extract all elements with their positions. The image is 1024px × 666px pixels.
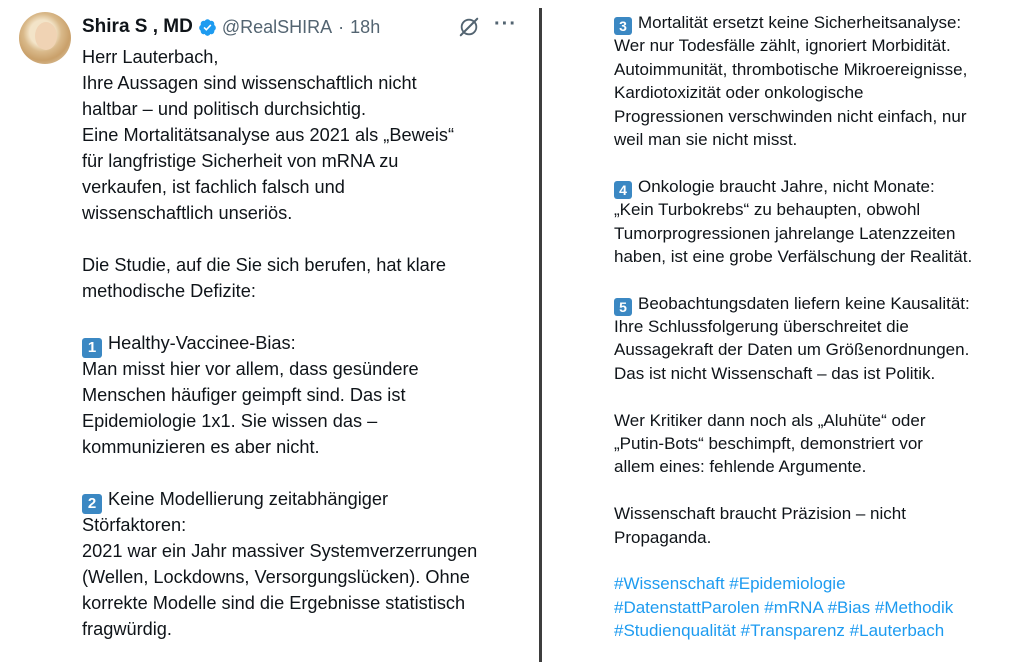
keycap-icon: 4 bbox=[614, 181, 632, 199]
text-line: wissenschaftlich unseriös. bbox=[82, 203, 293, 223]
tweet-text-left bbox=[82, 44, 532, 642]
text-line: Propaganda. bbox=[614, 527, 712, 547]
hashtag-link[interactable]: #Studienqualität bbox=[614, 621, 736, 641]
hashtag-link[interactable]: #Epidemiologie bbox=[729, 574, 846, 594]
text-line: fragwürdig. bbox=[82, 619, 172, 639]
text-line: methodische Defizite: bbox=[82, 281, 256, 301]
point-heading-text: Beobachtungsdaten liefern keine Kausalität: bbox=[638, 293, 970, 313]
text-line: Aussagekraft der Daten um Größenordnungen. bbox=[614, 340, 970, 360]
text-line: Epidemiologie 1x1. Sie wissen das – bbox=[82, 411, 378, 431]
text-line: weil man sie nicht misst. bbox=[614, 129, 798, 149]
text-line: allem eines: fehlende Argumente. bbox=[614, 457, 867, 477]
point-heading-text: Onkologie braucht Jahre, nicht Monate: bbox=[638, 176, 935, 196]
text-line: Eine Mortalitätsanalyse aus 2021 als „Beweis“ bbox=[82, 125, 455, 145]
column-divider bbox=[539, 8, 542, 662]
text-line: Ihre Aussagen sind wissenschaftlich nicht bbox=[82, 73, 417, 93]
text-line: Kardiotoxizität oder onkologische bbox=[614, 83, 864, 103]
text-line: Die Studie, auf die Sie sich berufen, hat klare bbox=[82, 255, 446, 275]
hashtag-link[interactable]: #Bias bbox=[827, 597, 871, 617]
avatar[interactable] bbox=[19, 12, 71, 64]
point-heading bbox=[614, 175, 1014, 198]
point-heading bbox=[82, 330, 532, 356]
hashtag-link[interactable]: #Lauterbach bbox=[849, 621, 945, 641]
keycap-icon: 5 bbox=[614, 298, 632, 316]
text-line: Autoimmunität, thrombotische Mikroereignisse, bbox=[614, 59, 968, 79]
hashtag-link[interactable]: #mRNA bbox=[764, 597, 823, 617]
hashtag-line bbox=[614, 619, 1014, 642]
keycap-icon: 1 bbox=[82, 338, 102, 358]
point-heading bbox=[82, 486, 532, 512]
text-line: für langfristige Sicherheit von mRNA zu bbox=[82, 151, 399, 171]
text-line: 2021 war ein Jahr massiver Systemverzerrungen bbox=[82, 541, 478, 561]
author-handle[interactable]: @RealSHIRA bbox=[221, 16, 333, 37]
hashtag-link[interactable]: #Wissenschaft bbox=[614, 574, 725, 594]
point-heading bbox=[614, 292, 1014, 315]
grok-icon[interactable] bbox=[458, 16, 480, 38]
hashtag-link[interactable]: #Methodik bbox=[874, 597, 954, 617]
text-line: (Wellen, Lockdowns, Versorgungslücken). Ohne bbox=[82, 567, 470, 587]
text-line: kommunizieren es aber nicht. bbox=[82, 437, 320, 457]
text-line: Menschen häufiger geimpft sind. Das ist bbox=[82, 385, 406, 405]
point-heading-text: Keine Modellierung zeitabhängiger bbox=[108, 489, 389, 509]
text-line: korrekte Modelle sind die Ergebnisse statistisch bbox=[82, 593, 466, 613]
text-line: Tumorprogressionen jahrelange Latenzzeiten bbox=[614, 223, 956, 243]
text-line: Herr Lauterbach, bbox=[82, 47, 219, 67]
keycap-icon: 3 bbox=[614, 17, 632, 35]
hashtag-link[interactable]: #DatenstattParolen bbox=[614, 597, 760, 617]
text-line: Ihre Schlussfolgerung überschreitet die bbox=[614, 317, 909, 337]
text-line: haben, ist eine grobe Verfälschung der Realität. bbox=[614, 246, 973, 266]
separator-dot: · bbox=[338, 16, 345, 37]
text-line: „Kein Turbokrebs“ zu behaupten, obwohl bbox=[614, 200, 921, 220]
tweet-text-right bbox=[614, 11, 1014, 643]
text-line: „Putin-Bots“ beschimpft, demonstriert vor bbox=[614, 434, 923, 454]
keycap-icon: 2 bbox=[82, 494, 102, 514]
text-line: Das ist nicht Wissenschaft – das ist Politik. bbox=[614, 363, 936, 383]
text-line: Störfaktoren: bbox=[82, 515, 187, 535]
text-line: Man misst hier vor allem, dass gesündere bbox=[82, 359, 419, 379]
author-name[interactable]: Shira S , MD bbox=[82, 16, 193, 37]
tweet-header bbox=[82, 14, 380, 40]
point-heading bbox=[614, 11, 1014, 34]
more-icon[interactable]: ··· bbox=[494, 13, 517, 35]
hashtag-line bbox=[614, 572, 1014, 595]
text-line: verkaufen, ist fachlich falsch und bbox=[82, 177, 345, 197]
text-line: Wissenschaft braucht Präzision – nicht bbox=[614, 504, 906, 524]
text-line: Wer nur Todesfälle zählt, ignoriert Morbidität. bbox=[614, 36, 951, 56]
point-heading-text: Mortalität ersetzt keine Sicherheitsanalyse: bbox=[638, 13, 962, 32]
hashtag-link[interactable]: #Transparenz bbox=[740, 621, 845, 641]
text-line: Wer Kritiker dann noch als „Aluhüte“ oder bbox=[614, 410, 926, 430]
point-heading-text: Healthy-Vaccinee-Bias: bbox=[108, 333, 296, 353]
timestamp[interactable]: 18h bbox=[350, 16, 381, 37]
avatar-face bbox=[35, 22, 57, 50]
hashtag-line bbox=[614, 596, 1014, 619]
text-line: haltbar – und politisch durchsichtig. bbox=[82, 99, 367, 119]
verified-badge-icon bbox=[198, 18, 217, 37]
text-line: Progressionen verschwinden nicht einfach, nur bbox=[614, 106, 967, 126]
